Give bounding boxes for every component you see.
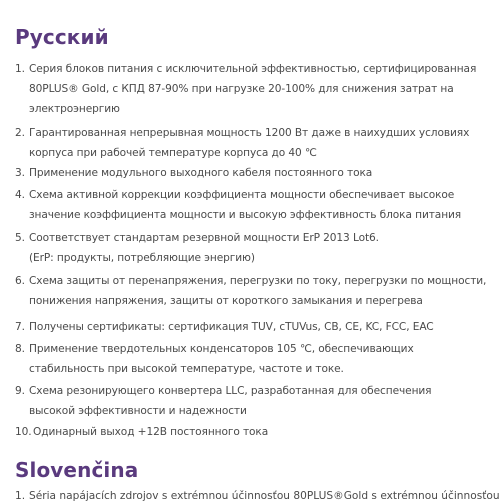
item-text-line: Получены сертификаты: сертификация TUV, cTUVus, CB, CE, KC, FCC, EAC xyxy=(29,321,434,333)
item-number: 3. xyxy=(15,167,25,179)
item-text-line: Соответствует стандартам резервной мощности ErP 2013 Lot6. xyxy=(29,232,379,244)
item-text-line: (ErP: продукты, потребляющие энергию) xyxy=(29,252,255,264)
item-text-line: корпуса при рабочей температуре корпуса до 40 ℃ xyxy=(29,147,317,159)
item-number: 10. xyxy=(15,426,32,438)
item-number: 4. xyxy=(15,189,25,201)
item-text-line: электроэнергию xyxy=(29,103,120,115)
item-number: 7. xyxy=(15,321,25,333)
item-number: 2. xyxy=(15,127,25,139)
item-text-line: Применение модульного выходного кабеля постоянного тока xyxy=(29,167,373,179)
item-text-line: Серия блоков питания с исключительной эффективностью, сертифицированная xyxy=(29,63,477,75)
item-text-line: Применение твердотельных конденсаторов 105 ℃, обеспечивающих xyxy=(29,343,414,355)
item-text-line: Одинарный выход +12В постоянного тока xyxy=(33,426,269,438)
item-text-line: Схема защиты от перенапряжения, перегрузки по току, перегрузки по мощности, xyxy=(29,275,487,287)
item-text-line: 80PLUS® Gold, с КПД 87-90% при нагрузке 20-100% для снижения затрат на xyxy=(29,83,454,95)
item-text-line: понижения напряжения, защиты от короткого замыкания и перегрева xyxy=(29,295,423,307)
item-number: 5. xyxy=(15,232,25,244)
item-text-line: Гарантированная непрерывная мощность 1200 Вт даже в наихудших условиях xyxy=(29,127,470,139)
section-title-slovak: Slovenčina xyxy=(15,458,139,482)
item-number: 6. xyxy=(15,275,25,287)
item-number: 9. xyxy=(15,385,25,397)
item-text-line: высокой эффективности и надежности xyxy=(29,405,247,417)
section-title-russian: Русский xyxy=(15,25,109,49)
item-number: 1. xyxy=(15,490,26,502)
item-text-line: стабильность при высокой температуре, частоте и токе. xyxy=(29,363,344,375)
item-number: 8. xyxy=(15,343,25,355)
item-text-line: Схема резонирующего конвертера LLC, разработанная для обеспечения xyxy=(29,385,432,397)
item-text-line: Séria napájacích zdrojov s extrémnou účinnosťou 80PLUS®Gold s extrémnou účinnosťou xyxy=(29,490,500,502)
item-text-line: Схема активной коррекции коэффициента мощности обеспечивает высокое xyxy=(29,189,455,201)
item-text-line: значение коэффициента мощности и высокую эффективность блока питания xyxy=(29,209,462,221)
item-number: 1. xyxy=(15,63,25,75)
